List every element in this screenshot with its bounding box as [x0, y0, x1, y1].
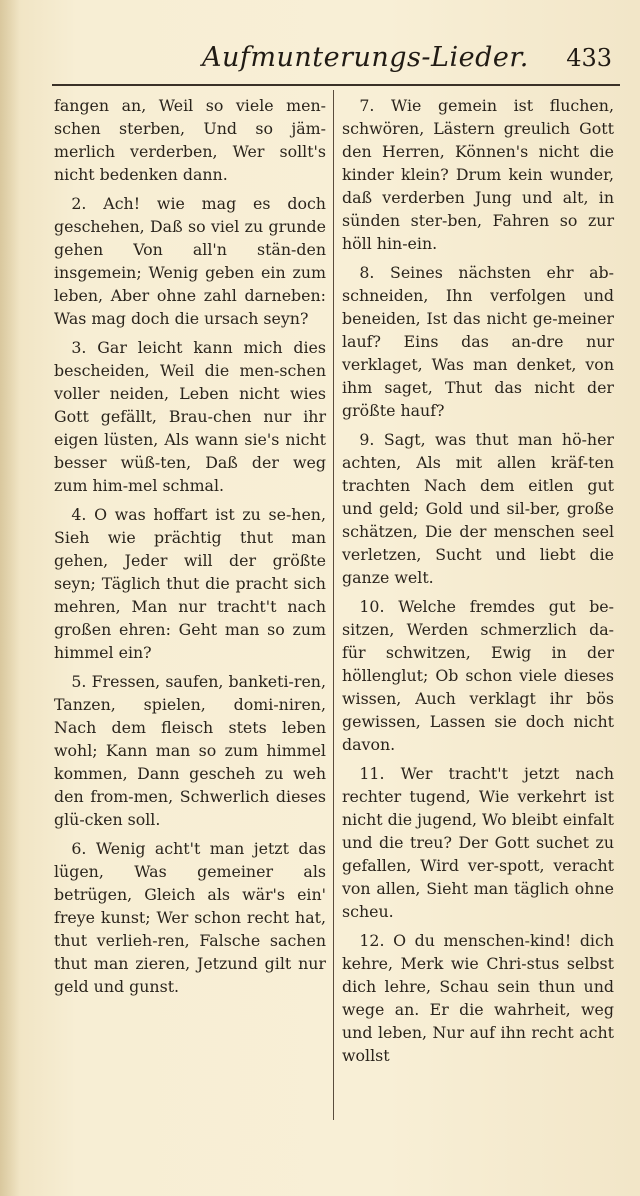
page-gutter-shadow	[0, 0, 20, 1196]
verse-number: 11.	[359, 764, 385, 783]
verse-text: O was hoffart ist zu se-hen, Sieh wie prächtig thut man gehen, Jeder will der größte seyn; Täglich thut die pracht sich mehren, Man nur tracht't nach großen ehren: Geht man so zum himmel ein?	[54, 505, 326, 662]
verse	[54, 192, 326, 330]
verse-text: Fressen, saufen, banketi-ren, Tanzen, spielen, domi-niren, Nach dem fleisch stets leben wohl; Kann man so zum himmel kommen, Dann gescheh zu weh den from-men, Schwerlich dieses glü-cken soll.	[54, 672, 326, 829]
verse	[54, 503, 326, 664]
verse	[54, 94, 326, 186]
verse-text: fangen an, Weil so viele men-schen sterben, Und so jäm-merlich verderben, Wer sollt's nicht bedenken dann.	[54, 96, 326, 184]
verse	[54, 670, 326, 831]
verse-text: Wie gemein ist fluchen, schwören, Lästern greulich Gott den Herren, Können's nicht die kinder klein? Drum kein wunder, daß verderben Jung und alt, in sünden ster-ben, Fahren so zur höll hin-ein.	[342, 96, 614, 253]
right-column	[342, 94, 614, 1073]
verse-number: 10.	[359, 597, 385, 616]
verse-text: Seines nächsten ehr ab-schneiden, Ihn verfolgen und beneiden, Ist das nicht ge-meiner lauf? Eins das an-dre nur verklaget, Was man denket, von ihm saget, Thut das nicht der größte hauf?	[342, 263, 614, 420]
column-divider	[333, 90, 334, 1120]
verse	[342, 595, 614, 756]
verse	[342, 94, 614, 255]
verse-text: Gar leicht kann mich dies bescheiden, Weil die men-schen voller neiden, Leben nicht wies Gott gefällt, Brau-chen nur ihr eigen lüsten, Als wann sie's nicht besser wüß-ten, Daß der weg zum him-mel schmal.	[54, 338, 326, 495]
verse	[342, 762, 614, 923]
verse-text: Wenig acht't man jetzt das lügen, Was gemeiner als betrügen, Gleich als wär's ein' freye kunst; Wer schon recht hat, thut verlieh-ren, Falsche sachen thut man zieren, Jetzund gilt nur geld und gunst.	[54, 839, 326, 996]
verse	[54, 336, 326, 497]
verse	[54, 837, 326, 998]
running-title: Aufmunterungs-Lieder.	[202, 42, 529, 73]
verse-number: 9.	[359, 430, 375, 449]
verse-number: 5.	[71, 672, 87, 691]
verse	[342, 929, 614, 1067]
verse-number: 4.	[71, 505, 87, 524]
page-number: 433	[566, 44, 612, 72]
verse-number: 6.	[71, 839, 87, 858]
page-header	[52, 40, 620, 82]
verse	[342, 261, 614, 422]
verse-number: 3.	[71, 338, 87, 357]
verse-number: 12.	[359, 931, 385, 950]
verse-text: Ach! wie mag es doch geschehen, Daß so viel zu grunde gehen Von all'n stän-den insgemein; Wenig geben ein zum leben, Aber ohne zahl darneben: Was mag doch die ursach seyn?	[54, 194, 326, 328]
left-column	[54, 94, 326, 1004]
header-rule	[52, 84, 620, 86]
verse-text: Wer tracht't jetzt nach rechter tugend, Wie verkehrt ist nicht die jugend, Wo bleibt einfalt und die treu? Der Gott suchet zu gefallen, Wird ver-spott, veracht von allen, Sieht man täglich ohne scheu.	[342, 764, 614, 921]
verse-number: 2.	[71, 194, 87, 213]
verse-text: Welche fremdes gut be-sitzen, Werden schmerzlich da-für schwitzen, Ewig in der höllenglut; Ob schon viele dieses wissen, Auch verklagt ihr bös gewissen, Lassen sie doch nicht davon.	[342, 597, 614, 754]
verse-text: O du menschen-kind! dich kehre, Merk wie Chri-stus selbst dich lehre, Schau sein thun und wege an. Er die wahrheit, weg und leben, Nur auf ihn recht acht wollst	[342, 931, 615, 1065]
verse-number: 8.	[359, 263, 375, 282]
verse	[342, 428, 614, 589]
verse-text: Sagt, was thut man hö-her achten, Als mit allen kräf-ten trachten Nach dem eitlen gut und geld; Gold und sil-ber, große schätzen, Die der menschen seel verletzen, Sucht und liebt die ganze welt.	[342, 430, 614, 587]
verse-number: 7.	[359, 96, 375, 115]
